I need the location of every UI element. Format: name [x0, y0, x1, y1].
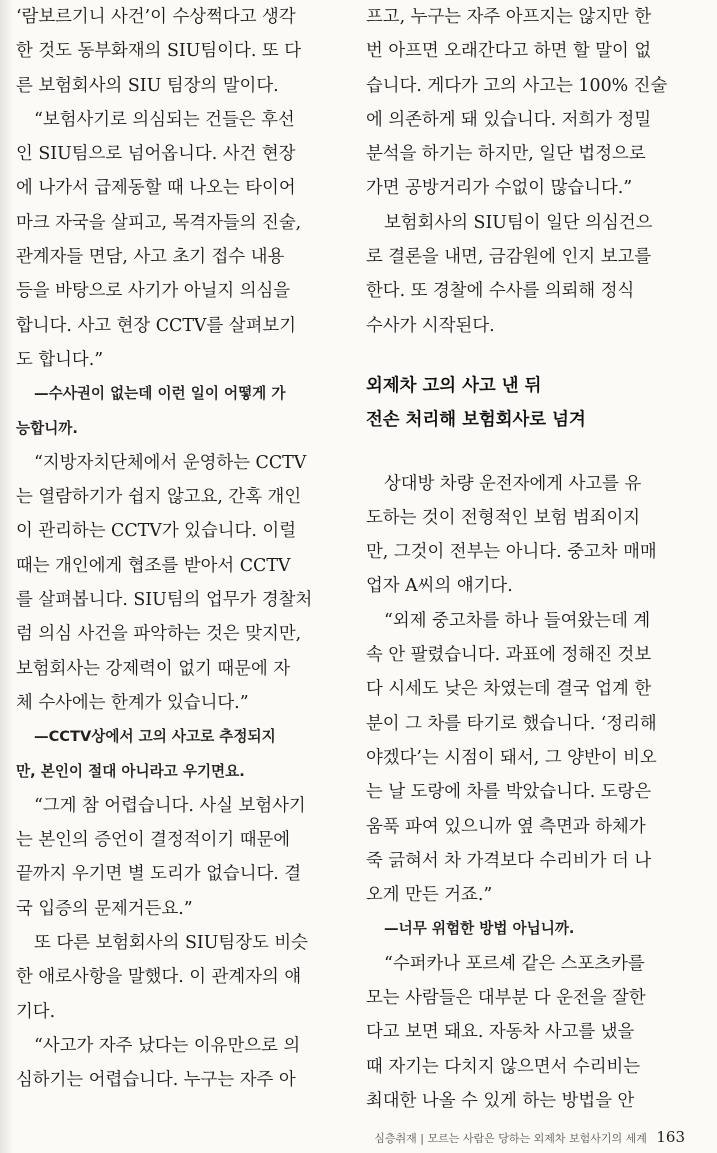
text-line: 는 본인의 증언이 결정적이기 때문에: [16, 830, 291, 851]
text-line: “보험사기로 의심되는 건들은 후선: [34, 109, 295, 130]
text-line: “외제 중고차를 하나 들여왔는데 계: [384, 610, 651, 631]
interview-question: 만, 본인이 절대 아니라고 우기면요.: [16, 762, 245, 780]
text-line: 끝까지 우기면 별 도리가 없습니다. 결: [16, 864, 302, 885]
text-line: 보험회사의 SIU팀이 일단 의심건으: [384, 212, 653, 233]
text-line: 다고 보면 돼요. 자동차 사고를 냈을: [366, 1022, 635, 1043]
text-line: 른 보험회사의 SIU 팀장의 말이다.: [16, 75, 279, 96]
text-line: 에 의존하게 돼 있습니다. 저희가 정밀: [366, 109, 652, 130]
text-line: “그게 참 어렵습니다. 사실 보험사기: [34, 795, 306, 816]
text-line: 는 날 도랑에 차를 박았습니다. 도랑은: [366, 782, 652, 803]
text-line: 관계자들 면담, 사고 초기 접수 내용: [16, 247, 285, 268]
text-line: 프고, 누구는 자주 아프지는 않지만 한: [366, 7, 652, 27]
page-number: 163: [656, 1128, 685, 1146]
text-line: 오게 만든 거죠.”: [366, 885, 493, 906]
text-line: 수사가 시작된다.: [366, 315, 495, 336]
text-line: 최대한 나올 수 있게 하는 방법을 안: [366, 1090, 635, 1111]
text-line: 상대방 차량 운전자에게 사고를 유: [384, 473, 642, 494]
section-subheading: 외제차 고의 사고 낸 뒤: [366, 375, 542, 396]
text-line: 분석을 하기는 하지만, 일단 법정으로: [366, 144, 646, 165]
text-line: ‘람보르기니 사건’이 수상쩍다고 생각: [16, 7, 296, 27]
text-line: 는 열람하기가 쉽지 않고요, 간혹 개인: [16, 487, 302, 508]
text-line: 심하기는 어렵습니다. 누구는 자주 아: [16, 1070, 296, 1091]
text-line: 다 시세도 낮은 차였는데 결국 업계 한: [366, 679, 652, 700]
text-line: 인 SIU팀으로 넘어옵니다. 사건 현장: [16, 144, 296, 165]
page-footer: [374, 1128, 685, 1146]
text-line: 업자 A씨의 얘기다.: [366, 576, 513, 597]
footer-section: 심층취재: [374, 1132, 417, 1145]
text-line: 한 애로사항을 말했다. 이 관계자의 얘: [16, 967, 302, 988]
text-line: “지방자치단체에서 운영하는 CCTV: [34, 452, 307, 473]
section-gap: [366, 438, 686, 467]
text-line: 도하는 것이 전형적인 보험 범죄이지: [366, 507, 641, 528]
text-line: 속 안 팔렸습니다. 과표에 정해진 것보: [366, 645, 652, 666]
text-line: 등을 바탕으로 사기가 아닐지 의심을: [16, 281, 291, 302]
text-line: 한다. 또 경찰에 수사를 의뢰해 정식: [366, 281, 635, 302]
text-line: 를 살펴봅니다. SIU팀의 업무가 경찰처: [16, 590, 313, 611]
page-gutter-shadow: [0, 0, 14, 1153]
text-line: 보험회사는 강제력이 없기 때문에 자: [16, 658, 291, 679]
text-line: 한 것도 동부화재의 SIU팀이다. 또 다: [16, 41, 302, 62]
interview-question: —너무 위험한 방법 아닙니까.: [384, 920, 575, 938]
footer-separator: |: [420, 1132, 424, 1145]
text-line: 가면 공방거리가 수없이 많습니다.”: [366, 178, 633, 199]
text-line: 죽 긁혀서 차 가격보다 수리비가 더 나: [366, 850, 652, 871]
text-line: 움푹 파여 있으니까 옆 측면과 하체가: [366, 816, 646, 837]
text-line: 모는 사람들은 대부분 다 운전을 잘한: [366, 988, 646, 1009]
footer-article-title: 모르는 사람은 당하는 외제차 보험사기의 세계: [427, 1132, 647, 1145]
interview-question: 능합니까.: [16, 419, 78, 437]
text-line: 체 수사에는 한계가 있습니다.”: [16, 692, 249, 713]
text-line: 또 다른 보험회사의 SIU팀장도 비슷: [34, 933, 308, 954]
text-line: 에 나가서 급제동할 때 나오는 타이어: [16, 178, 296, 199]
text-line: 이 관리하는 CCTV가 있습니다. 이럴: [16, 521, 297, 542]
text-line: 도 합니다.”: [16, 349, 104, 370]
text-line: 만, 그것이 전부는 아니다. 중고차 매매: [366, 542, 657, 563]
text-line: “사고가 자주 났다는 이유만으로 의: [34, 1035, 301, 1056]
right-column: [366, 0, 686, 1118]
text-line: 합니다. 사고 현장 CCTV를 살펴보기: [16, 315, 297, 336]
text-line: 기다.: [16, 1001, 56, 1022]
text-line: 습니다. 게다가 고의 사고는 100% 진술: [366, 75, 668, 96]
interview-question: —수사권이 없는데 이런 일이 어떻게 가: [34, 385, 286, 403]
text-line: 럼 의심 사건을 파악하는 것은 맞지만,: [16, 624, 302, 645]
text-line: 마크 자국을 살피고, 목격자들의 진술,: [16, 212, 302, 233]
interview-question: —CCTV상에서 고의 사고로 추정되지: [34, 728, 276, 746]
text-line: “수퍼카나 포르셰 같은 스포츠카를: [384, 953, 645, 974]
text-line: 야겠다’는 시점이 돼서, 그 양반이 비오: [366, 747, 657, 768]
section-gap: [366, 343, 686, 369]
text-line: 때 자기는 다치지 않으면서 수리비는: [366, 1056, 641, 1077]
left-column: [16, 0, 346, 1098]
text-line: 번 아프면 오래간다고 하면 할 말이 없: [366, 41, 652, 62]
text-line: 로 결론을 내면, 금감원에 인지 보고를: [366, 247, 652, 268]
text-line: 때는 개인에게 협조를 받아서 CCTV: [16, 555, 291, 576]
text-line: 분이 그 차를 타기로 했습니다. ‘정리해: [366, 713, 657, 734]
section-subheading: 전손 처리해 보험회사로 넘겨: [366, 410, 586, 431]
text-line: 국 입증의 문제거든요.”: [16, 898, 193, 919]
